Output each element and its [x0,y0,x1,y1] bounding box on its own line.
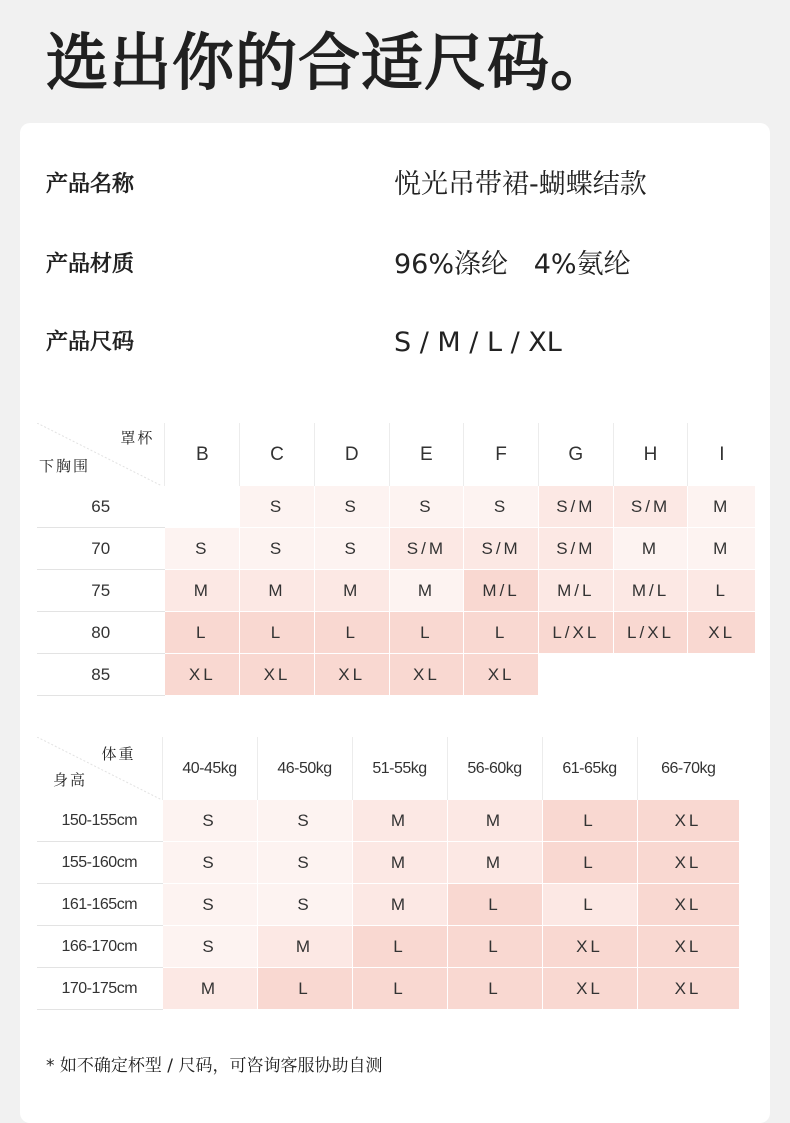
bra-table-row [37,612,756,654]
info-row-sizes [20,323,770,363]
bra-table-row [37,528,756,570]
weight-table-size-cell: M [352,842,447,884]
bra-table-size-cell: M/L [538,570,613,612]
column-header-cup: H [613,423,688,486]
bra-table-size-cell: XL [165,654,240,696]
bra-table-size-cell: XL [389,654,464,696]
bra-table-size-cell: S [464,486,539,528]
bra-table-size-cell: L [464,612,539,654]
bra-table-size-cell: L [389,612,464,654]
bra-table-size-cell: L [314,612,389,654]
page-title: 选出你的合适尺码。 [46,26,614,99]
weight-table-size-cell: XL [637,800,739,842]
bra-table-size-cell: M/L [464,570,539,612]
weight-table-size-cell: S [162,884,257,926]
weight-table-size-cell: M [352,800,447,842]
weight-table-row-label: 150-155cm [37,800,162,842]
bra-table-row [37,570,756,612]
bra-size-table [37,423,756,696]
bra-table-row-label: 70 [37,528,165,570]
weight-table-size-cell: XL [637,884,739,926]
weight-table-size-cell: S [257,884,352,926]
column-header-cup: C [240,423,315,486]
corner-label-weight: 体重 [101,746,136,763]
info-value-product-name: 悦光吊带裙-蝴蝶结款 [394,169,647,200]
column-header-weight: 61-65kg [542,737,637,800]
bra-table-row-label: 75 [37,570,165,612]
weight-table-size-cell: S [162,842,257,884]
corner-label-height: 身高 [53,772,88,789]
weight-height-table [37,737,740,1010]
bra-table-size-cell: XL [464,654,539,696]
weight-table-size-cell: L [542,800,637,842]
weight-table-row [37,968,739,1010]
weight-table-row [37,926,739,968]
column-header-weight: 66-70kg [637,737,739,800]
bra-table-size-cell: S/M [613,486,688,528]
column-header-weight: 46-50kg [257,737,352,800]
bra-table-size-cell: XL [240,654,315,696]
bra-table-row-label: 80 [37,612,165,654]
bra-table-row [37,486,756,528]
weight-table-size-cell: L [447,884,542,926]
bra-table-size-cell: L [240,612,315,654]
bra-table-size-cell [165,486,240,528]
weight-table-size-cell: XL [637,926,739,968]
weight-table-size-cell: L [447,926,542,968]
size-guide-card [20,123,770,1123]
weight-table-size-cell: M [447,842,542,884]
weight-table-size-cell: L [352,968,447,1010]
info-row-material [20,245,770,285]
column-header-weight: 51-55kg [352,737,447,800]
column-header-cup: B [165,423,240,486]
bra-table-size-cell: XL [688,612,756,654]
weight-table-size-cell: M [257,926,352,968]
column-header-weight: 40-45kg [162,737,257,800]
bra-table-size-cell: S [240,528,315,570]
info-label-material: 产品材质 [46,252,135,277]
weight-table-row [37,842,739,884]
weight-table-size-cell: S [162,926,257,968]
bra-table-size-cell: S [314,528,389,570]
weight-table-row-label: 166-170cm [37,926,162,968]
bra-table-size-cell: L [165,612,240,654]
bra-table-size-cell: S/M [389,528,464,570]
bra-table-size-cell: M [688,528,756,570]
info-row-product-name [20,165,770,205]
weight-table-size-cell: M [162,968,257,1010]
bra-table-size-cell: S [389,486,464,528]
bra-table-size-cell: M [688,486,756,528]
weight-table-size-cell: S [257,800,352,842]
weight-table-row [37,884,739,926]
bra-table-size-cell: S/M [538,528,613,570]
bra-table-size-cell: S [314,486,389,528]
corner-label-cup: 罩杯 [120,430,155,447]
bra-table-size-cell [538,654,613,696]
weight-table-size-cell: XL [637,968,739,1010]
info-label-product-name: 产品名称 [46,172,135,197]
column-header-cup: G [538,423,613,486]
weight-table-size-cell: M [447,800,542,842]
weight-table-size-cell: M [352,884,447,926]
weight-table-size-cell: L [257,968,352,1010]
weight-table-size-cell: XL [542,926,637,968]
column-header-cup: E [389,423,464,486]
corner-label-underbust: 下胸围 [39,458,91,475]
bra-table-size-cell: L [688,570,756,612]
weight-table-row-label: 155-160cm [37,842,162,884]
weight-table-size-cell: XL [542,968,637,1010]
bra-table-size-cell: L/XL [613,612,688,654]
footnote: * 如不确定杯型 / 尺码，可咨询客服协助自测 [46,1056,383,1076]
bra-table-row-label: 85 [37,654,165,696]
bra-table-size-cell: L/XL [538,612,613,654]
bra-table-size-cell: M [165,570,240,612]
bra-table-row-label: 65 [37,486,165,528]
column-header-weight: 56-60kg [447,737,542,800]
bra-table-row [37,654,756,696]
bra-table-corner [37,423,165,486]
bra-table-size-cell [613,654,688,696]
column-header-cup: I [688,423,756,486]
bra-table-size-cell: S [165,528,240,570]
weight-table-size-cell: XL [637,842,739,884]
info-value-sizes: S / M / L / XL [394,327,562,358]
weight-table-size-cell: L [542,884,637,926]
weight-table-row [37,800,739,842]
weight-table-size-cell: S [257,842,352,884]
info-label-sizes: 产品尺码 [46,330,135,355]
column-header-cup: D [314,423,389,486]
bra-table-size-cell: M [240,570,315,612]
weight-table-row-label: 170-175cm [37,968,162,1010]
weight-table-size-cell: L [542,842,637,884]
bra-table-size-cell: XL [314,654,389,696]
info-value-material: 96%涤纶 4%氨纶 [394,249,631,280]
bra-table-size-cell: M/L [613,570,688,612]
weight-table-row-label: 161-165cm [37,884,162,926]
bra-table-size-cell: S [240,486,315,528]
weight-table-corner [37,737,162,800]
bra-table-size-cell: M [613,528,688,570]
bra-table-size-cell: S/M [464,528,539,570]
weight-table-size-cell: S [162,800,257,842]
column-header-cup: F [464,423,539,486]
weight-table-size-cell: L [352,926,447,968]
bra-table-size-cell: S/M [538,486,613,528]
bra-table-size-cell: M [389,570,464,612]
bra-table-size-cell [688,654,756,696]
weight-table-size-cell: L [447,968,542,1010]
bra-table-size-cell: M [314,570,389,612]
